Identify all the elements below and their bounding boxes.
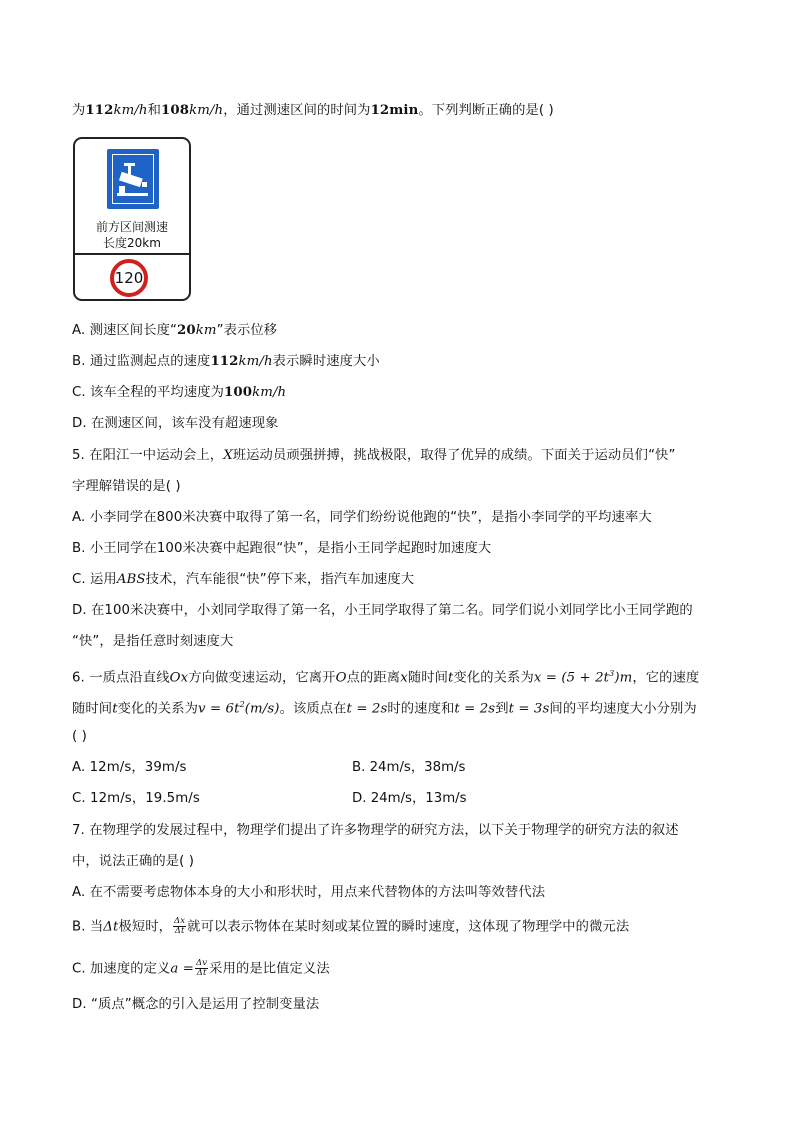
math-exponent: 2 [239, 700, 245, 709]
text: 和 [147, 103, 161, 118]
speed-limit-circle: 120 [110, 259, 148, 297]
math-exponent: 3 [609, 669, 615, 678]
math: Δt [103, 919, 119, 935]
q6-stem-line2 [72, 695, 697, 719]
q7-option-d: D. “质点”概念的引入是运用了控制变量法 [72, 997, 320, 1012]
text: 点的距离 [346, 670, 401, 686]
q6-stem-line3: ( ) [72, 729, 87, 744]
math: X [223, 448, 233, 463]
text: 变化的关系为 [117, 701, 199, 717]
text: 随时间 [407, 670, 449, 686]
speed-camera-panel [107, 149, 159, 209]
q5-option-c [72, 570, 414, 590]
q4-option-a [72, 321, 277, 341]
math: 108 [161, 103, 190, 118]
speed-zone-sign [73, 137, 191, 301]
text: 变化的关系为 [453, 670, 534, 686]
math: t [448, 670, 454, 686]
q7-option-c [72, 959, 330, 980]
q7-option-b [72, 917, 629, 938]
q6-option-a: A. 12m/s，39m/s [72, 760, 187, 775]
math: 112 [210, 354, 239, 369]
text: 表示瞬时速度大小 [272, 354, 380, 369]
q7-stem-line1: 7. 在物理学的发展过程中，物理学们提出了许多物理学的研究方法，以下关于物理学的研究方法的叙述 [72, 823, 679, 838]
q4-option-c [72, 383, 286, 403]
math: Ox [169, 670, 189, 686]
text: ，通过测速区间的时间为 [223, 103, 371, 118]
math: 20 [177, 323, 196, 338]
text: B. 通过监测起点的速度 [72, 354, 211, 369]
text: 极短时， [118, 919, 173, 935]
q5-option-d-line1: D. 在100米决赛中，小刘同学取得了第一名，小王同学取得了第二名。同学们说小刘同学比小王同学跑的 [72, 603, 693, 618]
text: 为 [72, 103, 86, 118]
text: 。下列判断正确的是( ) [418, 103, 554, 118]
sign-text-line2: 长度20km [103, 236, 161, 250]
speed-camera-icon [107, 149, 159, 209]
text: 时的速度和 [387, 701, 455, 717]
text: B. 当 [72, 919, 104, 935]
math: 100 [224, 385, 253, 400]
q7-stem-line2: 中，说法正确的是( ) [72, 854, 195, 869]
fraction [195, 959, 208, 978]
q4-option-b [72, 352, 380, 372]
text: C. 该车全程的平均速度为 [72, 385, 225, 400]
fraction [173, 917, 186, 936]
sign-text-line1: 前方区间测速 [95, 220, 168, 234]
text: 6. 一质点沿直线 [72, 670, 170, 686]
text: 5. 在阳江一中运动会上， [72, 448, 224, 463]
q6-option-c: C. 12m/s，19.5m/s [72, 791, 200, 806]
text: 随时间 [72, 701, 113, 717]
q4-option-d: D. 在测速区间，该车没有超速现象 [72, 416, 279, 431]
text: 方向做变速运动，它离开 [188, 670, 336, 686]
q7-option-a: A. 在不需要考虑物体本身的大小和形状时，用点来代替物体的方法叫等效替代法 [72, 885, 546, 900]
text: 。该质点在 [279, 701, 347, 717]
fraction-numerator: Δv [196, 958, 208, 968]
math: 112 [85, 103, 114, 118]
math: x [400, 670, 408, 686]
math: 12min [370, 103, 419, 118]
math-unit: km [195, 323, 217, 338]
math: t = 3s [508, 701, 550, 717]
math: t [112, 701, 118, 717]
sign-divider [75, 253, 189, 255]
q5-stem-line1 [72, 446, 675, 466]
math-unit: km/h [189, 103, 224, 118]
text: 到 [495, 701, 509, 717]
q5-stem-line2: 字理解错误的是( ) [72, 479, 181, 494]
q6-option-b: B. 24m/s，38m/s [352, 760, 466, 775]
math-equation: (m/s) [244, 701, 280, 717]
math: t = 2s [346, 701, 388, 717]
fraction-denominator: Δt [196, 968, 207, 978]
text: 间的平均速度大小分别为 [549, 701, 697, 717]
fraction-denominator: Δt [174, 926, 185, 936]
text: ”表示位移 [216, 323, 278, 338]
math: ABS [116, 572, 146, 587]
text: A. 测速区间长度“ [72, 323, 177, 338]
math-unit: km/h [238, 354, 273, 369]
text: 班运动员顽强拼搏，挑战极限，取得了优异的成绩。下面关于运动员们“快” [232, 448, 676, 463]
fraction-numerator: Δx [174, 916, 186, 926]
text: ，它的速度 [632, 670, 700, 686]
math: a = [170, 961, 195, 977]
text: C. 运用 [72, 572, 117, 587]
text: C. 加速度的定义 [72, 961, 171, 977]
q6-option-d: D. 24m/s，13m/s [352, 791, 467, 806]
text: 技术，汽车能很“快”停下来，指汽车加速度大 [145, 572, 415, 587]
math-equation: )m [614, 670, 633, 686]
q6-stem-line1 [72, 664, 699, 688]
text: 就可以表示物体在某时刻或某位置的瞬时速度，这体现了物理学中的微元法 [187, 919, 630, 935]
text: 采用的是比值定义法 [209, 961, 330, 977]
math-unit: km/h [113, 103, 148, 118]
q5-option-d-line2: “快”，是指任意时刻速度大 [72, 634, 234, 649]
math-equation: v = 6t [198, 701, 240, 717]
q5-option-b: B. 小王同学在100米决赛中起跑很“快”，是指小王同学起跑时加速度大 [72, 541, 492, 556]
q5-option-a: A. 小李同学在800米决赛中取得了第一名，同学们纷纷说他跑的“快”，是指小李同学的平均速率大 [72, 510, 652, 525]
math: O [335, 670, 347, 686]
math-unit: km/h [252, 385, 287, 400]
math-equation: x = (5 + 2t [533, 670, 610, 686]
math: t = 2s [454, 701, 496, 717]
q4-stem-line [72, 101, 554, 121]
